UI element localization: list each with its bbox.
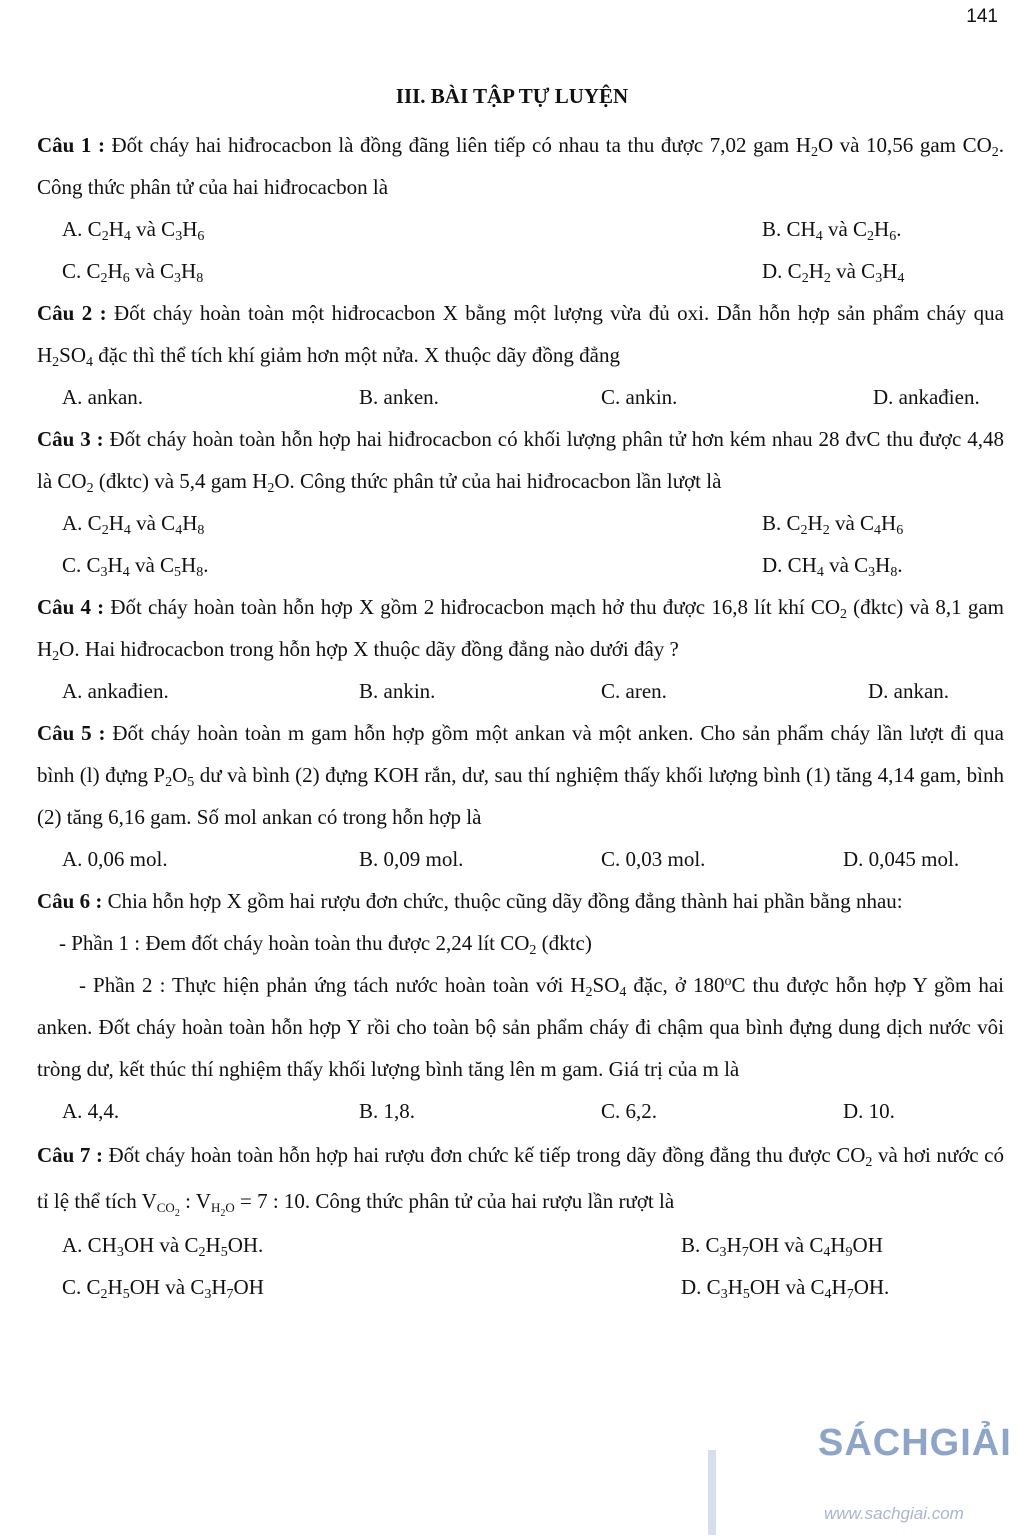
option-a[interactable]: A. $C_2H_4$ và $C_3H_6$	[62, 217, 205, 244]
question-2: Câu 2 : Đốt cháy hoàn toàn một hiđrocacbon X bằng một lượng vừa đủ oxi. Dẫn hỗn hợp sản phẩm cháy qua $H_2SO_4$ đặc thì thể tích khí giảm hơn một nửa. X thuộc dãy đồng đẳng	[37, 301, 1004, 370]
option-a[interactable]: A. 4,4.	[62, 1099, 120, 1123]
option-c[interactable]: C. $C_2H_5OH$ và $C_3H_7OH$	[62, 1275, 264, 1302]
page-number: 141	[966, 6, 998, 27]
options-row	[37, 1266, 1004, 1308]
option-b[interactable]: B. 1,8.	[359, 1099, 416, 1123]
question-6-part-2: - Phần 2 : Thực hiện phản ứng tách nước hoàn toàn với $H_2SO_4$ đặc, ở 180$^o$C thu được hỗn hợp Y gồm hai anken. Đốt cháy hoàn toàn hỗn hợp Y rồi cho toàn bộ sản phẩm cháy đi chậm qua bình đựng dung dịch nước vôi tròng dư, kết thúc thí nghiệm thấy khối lượng bình tăng lên m gam. Giá trị của m là	[37, 973, 1004, 1081]
option-d[interactable]: D. $C_2H_2$ và $C_3H_4$	[762, 259, 905, 286]
option-b[interactable]: B. ankin.	[359, 679, 436, 703]
option-d[interactable]: D. 10.	[843, 1099, 895, 1123]
question-label: Câu 2 :	[37, 301, 107, 325]
options-row	[37, 1090, 1004, 1132]
option-a[interactable]: A. $C_2H_4$ và $C_4H_8$	[62, 511, 205, 538]
question-label: Câu 7 :	[37, 1143, 103, 1167]
question-4: Câu 4 : Đốt cháy hoàn toàn hỗn hợp X gồm 2 hiđrocacbon mạch hở thu được 16,8 lít khí $CO_2$ (đktc) và 8,1 gam $H_2O$. Hai hiđrocacbon trong hỗn hợp X thuộc dãy đồng đẳng nào dưới đây ?	[37, 595, 1004, 664]
option-a[interactable]: A. 0,06 mol.	[62, 847, 168, 871]
option-a[interactable]: A. ankađien.	[62, 679, 169, 703]
option-c[interactable]: C. ankin.	[601, 385, 678, 409]
option-d[interactable]: D. $C_3H_5OH$ và $C_4H_7OH$.	[681, 1275, 890, 1302]
options-row	[37, 838, 1004, 880]
watermark-brand: SÁCHGIẢI	[818, 1422, 1012, 1464]
option-c[interactable]: C. 0,03 mol.	[601, 847, 706, 871]
option-c[interactable]: C. $C_3H_4$ và $C_5H_8$.	[62, 553, 209, 580]
options-row	[37, 1224, 1004, 1266]
option-b[interactable]: B. $CH_4$ và $C_2H_6$.	[762, 217, 902, 244]
option-d[interactable]: D. ankan.	[868, 679, 950, 703]
question-5: Câu 5 : Đốt cháy hoàn toàn m gam hỗn hợp gồm một ankan và một anken. Cho sản phẩm cháy lần lượt đi qua bình (l) đựng $P_2O_5$ dư và bình (2) đựng KOH rắn, dư, sau thí nghiệm thấy khối lượng bình (1) tăng 4,14 gam, bình (2) tăng 6,16 gam. Số mol ankan có trong hỗn hợp là	[37, 721, 1005, 829]
question-6-part-1: - Phần 1 : Đem đốt cháy hoàn toàn thu được 2,24 lít $CO_2$ (đktc)	[59, 931, 592, 958]
question-7: Câu 7 : Đốt cháy hoàn toàn hỗn hợp hai rượu đơn chức kế tiếp trong dãy đồng đẳng thu được $CO_2$ và hơi nước có tỉ lệ thể tích $V_{CO_2}$ : $V_{H_2O} = 7$ : 10. Công thức phân tử của hai rượu lần rượt là	[37, 1143, 1004, 1219]
options-row	[37, 250, 1004, 292]
exercise-list	[37, 124, 1004, 1308]
watermark-logo	[700, 1416, 1024, 1539]
options-row	[37, 544, 1004, 586]
question-label: Câu 4 :	[37, 595, 105, 619]
option-b[interactable]: B. 0,09 mol.	[359, 847, 464, 871]
options-row	[37, 376, 1004, 418]
option-d[interactable]: D. $CH_4$ và $C_3H_8$.	[762, 553, 903, 580]
options-row	[37, 208, 1004, 250]
option-d[interactable]: D. ankađien.	[873, 385, 980, 409]
question-6: Câu 6 : Chia hỗn hợp X gồm hai rượu đơn chức, thuộc cũng dãy đồng đẳng thành hai phần bằng nhau:	[37, 889, 903, 913]
option-c[interactable]: C. 6,2.	[601, 1099, 658, 1123]
question-3: Câu 3 : Đốt cháy hoàn toàn hỗn hợp hai hiđrocacbon có khối lượng phân tử hơn kém nhau 28 đvC thu được 4,48 là $CO_2$ (đktc) và 5,4 gam $H_2O$. Công thức phân tử của hai hiđrocacbon lần lượt là	[37, 427, 1004, 496]
option-a[interactable]: A. ankan.	[62, 385, 144, 409]
option-a[interactable]: A. $CH_3OH$ và $C_2H_5OH$.	[62, 1233, 264, 1260]
watermark-url: www.sachgiai.com	[824, 1504, 964, 1523]
option-d[interactable]: D. 0,045 mol.	[843, 847, 960, 871]
option-b[interactable]: B. anken.	[359, 385, 439, 409]
question-1: Câu 1 : Đốt cháy hai hiđrocacbon là đồng đãng liên tiếp có nhau ta thu được 7,02 gam $H_2O$ và 10,56 gam $CO_2$. Công thức phân tử của hai hiđrocacbon là	[37, 133, 1004, 199]
question-label: Câu 6 :	[37, 889, 103, 913]
option-b[interactable]: B. $C_3H_7OH$ và $C_4H_9OH$	[681, 1233, 883, 1260]
options-row	[37, 670, 1004, 712]
option-b[interactable]: B. $C_2H_2$ và $C_4H_6$	[762, 511, 904, 538]
question-label: Câu 1 :	[37, 133, 105, 157]
option-c[interactable]: C. aren.	[601, 679, 667, 703]
question-label: Câu 3 :	[37, 427, 104, 451]
question-label: Câu 5 :	[37, 721, 106, 745]
section-heading: III. BÀI TẬP TỰ LUYỆN	[395, 84, 629, 108]
options-row	[37, 502, 1004, 544]
option-c[interactable]: C. $C_2H_6$ và $C_3H_8$	[62, 259, 204, 286]
watermark-bar	[708, 1450, 716, 1535]
